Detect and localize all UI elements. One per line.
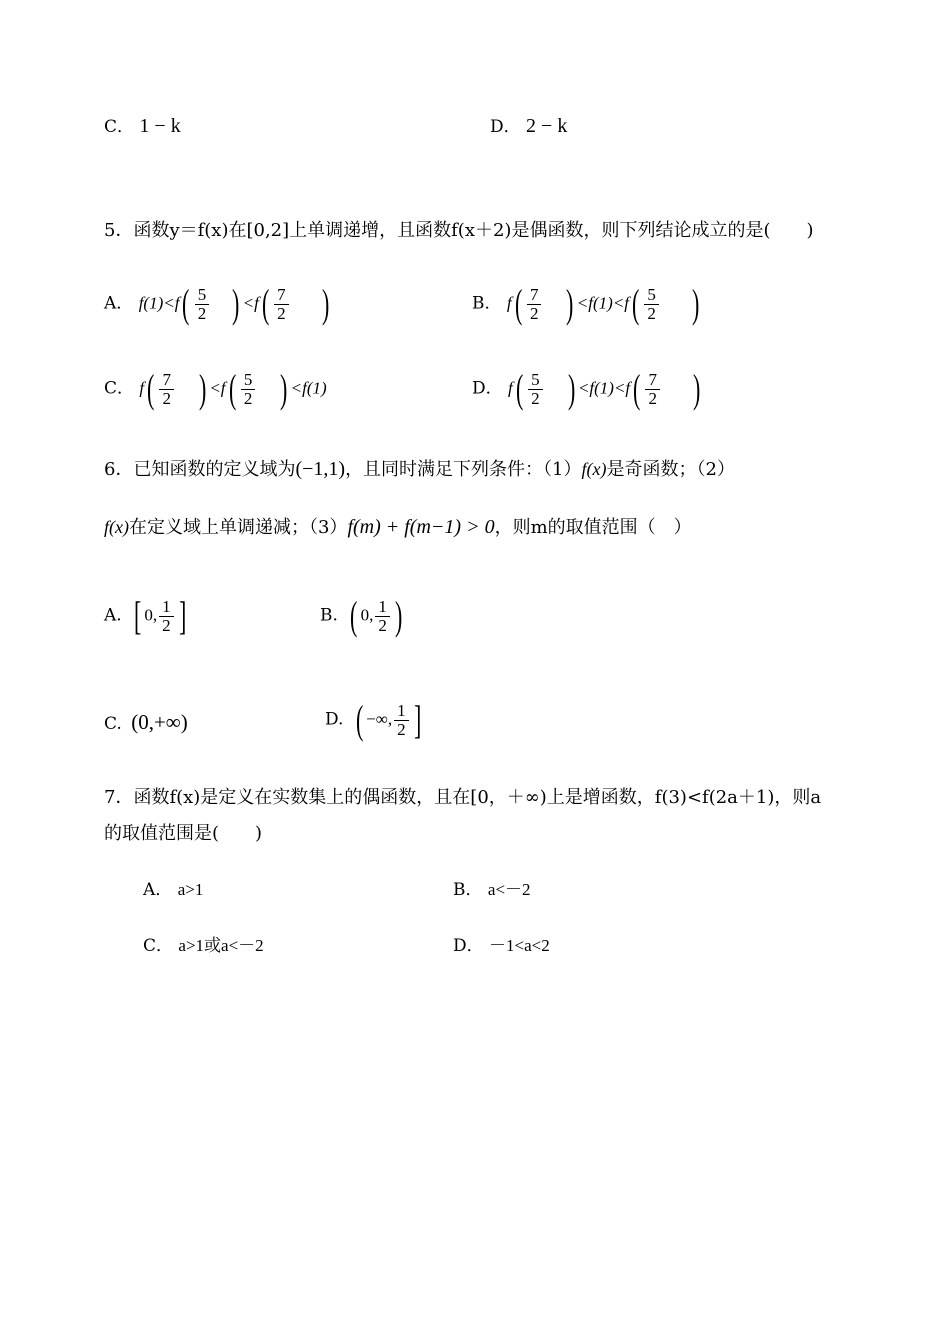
option-expression: a>1 (177, 880, 204, 899)
fraction: $\frac{1}{2}$ (394, 702, 409, 739)
right-paren: ) (280, 366, 288, 411)
expr-part: <f (242, 293, 259, 313)
fx-expr: f(x) (104, 517, 129, 537)
q4-option-d (490, 114, 567, 139)
fraction: $\frac{7}{2}$ (527, 286, 542, 323)
right-paren: ) (198, 366, 207, 411)
option-label: D. (325, 709, 344, 730)
interval-body: 0, (144, 605, 158, 625)
q5-option-a (104, 281, 332, 326)
stem-text: ，且同时满足下列条件：（1） (345, 459, 582, 480)
q7-option-c (143, 934, 264, 958)
option-expression: 2 − k (526, 115, 568, 137)
fraction: $\frac{5}{2}$ (528, 371, 543, 408)
option-expression: a>1或a<－2 (178, 936, 264, 955)
fx-expr: f(x) (581, 459, 607, 479)
expr-part: f (506, 293, 512, 313)
left-paren: ( (261, 281, 270, 326)
q5-stem: 5．函数y＝f(x)在[0,2]上单调递增，且函数f(x＋2)是偶函数，则下列结论成立的是( ) (104, 220, 814, 241)
expr-part: f(1)<f (138, 293, 180, 313)
q7-option-a (143, 878, 203, 902)
left-bracket: [ (134, 593, 142, 638)
left-paren: ( (514, 281, 522, 326)
fraction: $\frac{7}{2}$ (159, 371, 174, 408)
option-label: A． (143, 880, 173, 900)
expr-part: f (139, 378, 145, 398)
right-paren: ) (232, 281, 240, 326)
right-paren: ) (566, 281, 574, 326)
right-paren: ) (567, 366, 575, 411)
option-label: C． (104, 378, 135, 399)
left-paren: ( (355, 697, 364, 742)
right-bracket: ] (178, 593, 187, 638)
left-paren: ( (632, 281, 640, 326)
q6-option-d (325, 697, 424, 742)
expr-part: <f(1) (290, 378, 327, 398)
expr-part: <f(1)<f (576, 293, 630, 313)
condition-expr: f(m) + f(m−1) > 0 (347, 516, 495, 538)
fraction: $\frac{1}{2}$ (375, 598, 390, 635)
option-label: C． (143, 936, 174, 956)
left-paren: ( (147, 366, 155, 411)
q6-option-c (104, 710, 188, 736)
option-label: C. (104, 714, 122, 734)
option-expression: 1 − k (139, 115, 181, 137)
left-paren: ( (350, 593, 358, 638)
option-expression: a<－2 (487, 880, 531, 899)
left-paren: ( (228, 366, 236, 411)
right-paren: ) (692, 366, 701, 411)
q7-stem-line-1: 7．函数f(x)是定义在实数集上的偶函数，且在[0，＋∞)上是增函数，f(3)<f(2a＋1)，则a (104, 787, 822, 808)
right-bracket: ] (413, 697, 421, 742)
expr-part: <f(1)<f (577, 378, 631, 398)
fraction: $\frac{7}{2}$ (274, 286, 289, 323)
option-label: A． (104, 293, 134, 314)
stem-text: ，则m的取值范围（ ） (494, 517, 692, 538)
stem-text: 是奇函数；（2） (606, 459, 735, 480)
left-paren: ( (633, 366, 641, 411)
q5-option-d (472, 366, 703, 411)
interval-expr: (0,+∞) (131, 710, 188, 734)
option-label: D． (472, 378, 503, 399)
stem-text: 在定义域上单调递减；（3） (128, 517, 348, 538)
option-label: A. (104, 605, 122, 626)
right-paren: ) (321, 281, 329, 326)
q7-stem-line-2: 的取值范围是( ) (104, 823, 263, 844)
right-paren: ) (691, 281, 700, 326)
q6-stem-line-2 (104, 515, 692, 540)
fraction: $\frac{5}{2}$ (644, 286, 659, 323)
interval-body: 0, (360, 605, 374, 625)
expr-part: f (508, 378, 513, 398)
domain-expr: (−1,1) (295, 458, 346, 480)
left-paren: ( (515, 366, 524, 411)
q5-option-b (472, 281, 702, 326)
q4-option-c (104, 114, 181, 139)
expr-part: <f (209, 378, 226, 398)
fraction: $\frac{5}{2}$ (241, 371, 256, 408)
q6-option-b (320, 593, 405, 638)
fraction: $\frac{1}{2}$ (159, 598, 174, 635)
option-expression: －1<a<2 (489, 936, 550, 955)
interval-body: −∞, (366, 709, 393, 729)
stem-text: 6．已知函数的定义域为 (104, 459, 296, 480)
fraction: $\frac{5}{2}$ (195, 286, 210, 323)
option-label: B. (320, 605, 338, 626)
q7-option-b (453, 878, 531, 902)
left-paren: ( (182, 281, 190, 326)
q6-option-a (104, 593, 189, 638)
option-label: C． (104, 117, 135, 137)
option-label: D． (453, 936, 484, 956)
option-label: B． (453, 880, 483, 900)
q5-option-c (104, 366, 327, 411)
right-paren: ) (394, 593, 403, 638)
q7-option-d (453, 934, 550, 958)
q6-stem-line-1 (104, 457, 735, 482)
fraction: $\frac{7}{2}$ (645, 371, 660, 408)
option-label: D． (490, 117, 521, 137)
option-label: B． (472, 293, 502, 314)
